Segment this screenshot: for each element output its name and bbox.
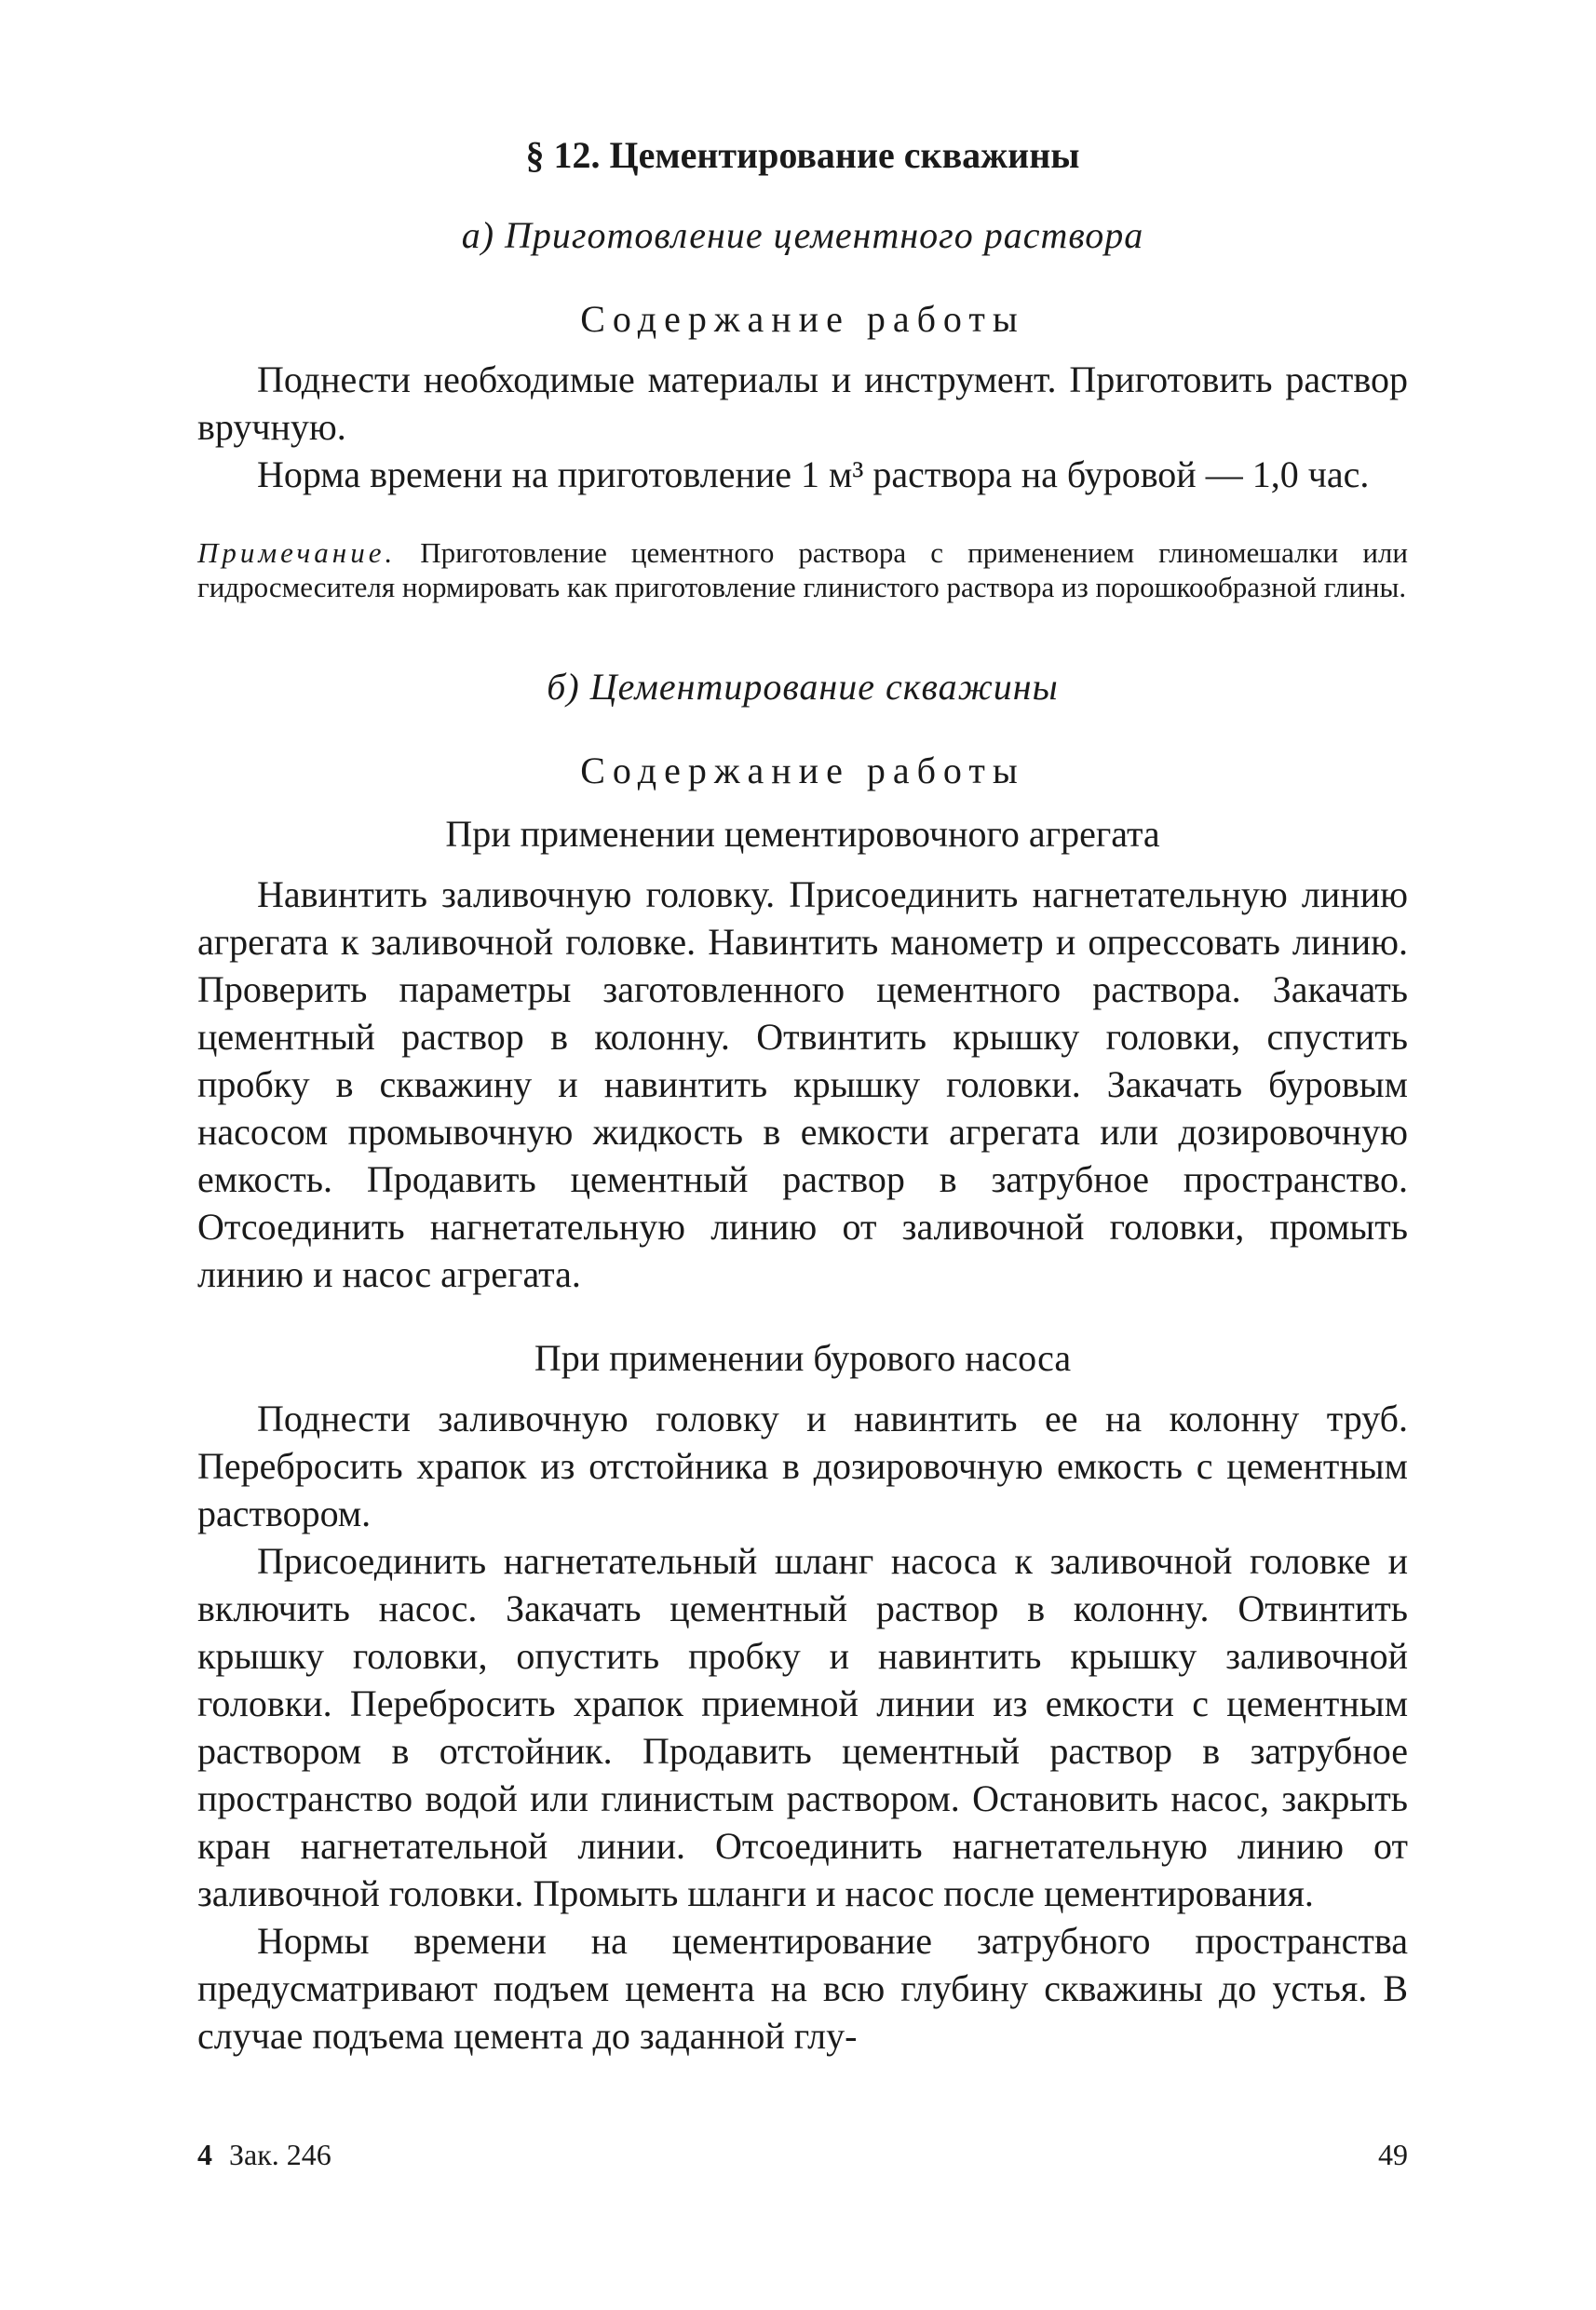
note-text: Приготовление цементного раствора с применением глиномешалки или гидросмесителя нормировать как приготовление глинистого раствора из порошкообразной глины. xyxy=(197,536,1408,603)
page-number: 49 xyxy=(1378,2138,1408,2171)
case1-heading: При применении цементировочного агрегата xyxy=(445,813,1160,855)
order-number: Зак. 246 xyxy=(229,2138,331,2171)
subsection-b-heading: б) Цементирование скважины xyxy=(547,666,1059,708)
paragraph: Нормы времени на цементирование затрубного пространства предусматривают подъем цемента на всю глубину скважины до устья. В случае подъема цемента до заданной глу- xyxy=(197,1920,1408,2057)
subsection-a-heading: а) Приготовление цементного раствора xyxy=(461,214,1144,256)
case2-heading: При применении бурового насоса xyxy=(534,1337,1072,1379)
note xyxy=(197,535,1408,604)
signature-number: 4 xyxy=(197,2138,212,2171)
paragraph: Поднести заливочную головку и навинтить ее на колонну труб. Перебросить храпок из отстойника в дозировочную емкость с цементным раствором. xyxy=(197,1398,1408,1534)
content-heading-a: Содержание работы xyxy=(580,298,1025,340)
paragraph: Поднести необходимые материалы и инструмент. Приготовить раствор вручную. xyxy=(197,358,1408,448)
paragraph: Норма времени на приготовление 1 м³ раствора на буровой — 1,0 час. xyxy=(257,453,1370,495)
paragraph: Навинтить заливочную головку. Присоединить нагнетательную линию агрегата к заливочной головке. Навинтить манометр и опрессовать линию. Проверить параметры заготовленного цементного раствора. Закачать цементный раствор в колонну. Отвинтить крышку головки, спустить пробку в скважину и навинтить крышку головки. Закачать буровым насосом промывочную жидкость в емкости агрегата или дозировочную емкость. Продавить цементный раствор в затрубное пространство. Отсоединить нагнетательную линию от заливочной головки, промыть линию и насос агрегата. xyxy=(197,873,1408,1295)
footer-print-info xyxy=(197,2138,331,2172)
section-title: § 12. Цементирование скважины xyxy=(525,134,1080,176)
page-body xyxy=(197,121,1408,2060)
paragraph: Присоединить нагнетательный шланг насоса к заливочной головке и включить насос. Закачать цементный раствор в колонну. Отвинтить крышку головки, опустить пробку и навинтить крышку заливочной головки. Перебросить храпок приемной линии из емкости с цементным раствором в отстойник. Продавить цементный раствор в затрубное пространство водой или глинистым раствором. Остановить насос, закрыть кран нагнетательной линии. Отсоединить нагнетательную линию от заливочной головки. Промыть шланги и насос после цементирования. xyxy=(197,1540,1408,1914)
content-heading-b: Содержание работы xyxy=(580,750,1025,791)
note-label: Примечание. xyxy=(197,536,397,569)
